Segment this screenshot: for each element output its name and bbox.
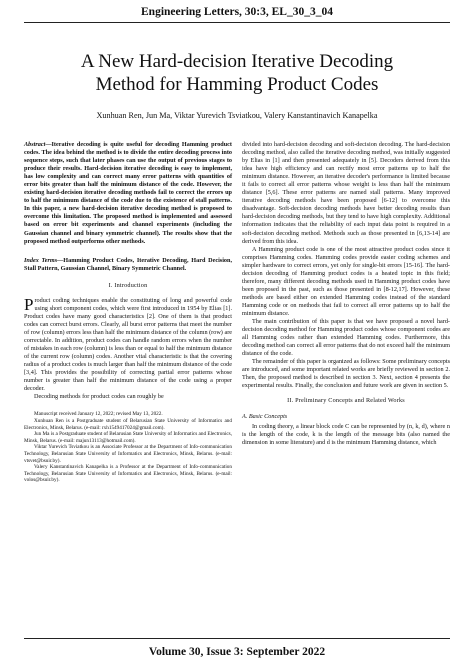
intro-paragraph-2: Decoding methods for product codes can roughly be	[34, 393, 164, 401]
abstract-text: —Iterative decoding is quite useful for decoding Hamming product codes. The idea behind the method is to divide the entire decoding process into sequence steps, such that later phases can use the output of previous stages to produce their results. Hard-decision iterative decoding is easy to implement, has low complexity and can correct many error patterns with quantities of error bits greater than half the minimum distance of the code. However, the existing hard-decision iterative decoding methods fail to correct the errors up to half the minimum distance of the code due to the existence of stall patterns. In this paper, a new hard-decision iterative decoding method is proposed to overcome this limitation. The proposed method is implemented and assessed based on error bit experiments and channel experiments (including the Gaussian channel and binary symmetric channel). The results show that the proposed method outperforms other methods.	[24, 141, 232, 245]
paper-title	[40, 50, 434, 96]
intro-paragraph-1-text: roduct coding techniques enable the constituting of long and powerful code using short component codes, which were first introduced in 1954 by Elias [1]. Product codes have many good characteristics [2]. One of them is that product codes can correct burst errors. Clearly, all burst error patterns that meet the number of row (column) errors less than half the minimum distance of the column (row) are correctable. In addition, product codes can handle random errors when the number of mistakes in each row (column) is less than or equal to half the minimum distance of the current row (column) codes. Another vital characteristic is that the covering radius of a product codes is much larger than half the minimum distance of the code [3,4]. This provides the possibility of correcting partial error patterns whose number is greater than half the minimum distance of the code using a proper decoder.	[24, 296, 232, 393]
footnotes	[24, 411, 232, 484]
title-line-2: Method for Hamming Product Codes	[95, 74, 379, 95]
intro-paragraph-1	[24, 294, 232, 394]
section-heading-introduction: I. Introduction	[108, 281, 148, 289]
footnote-author-1: Xunhuan Ren is a Postgraduate student of Belarusian State University of Informatics and Electronics, Minsk, Belarus. (e-mail: rxh1549417024@gmail.com).	[24, 417, 232, 431]
abstract-label: Abstract	[24, 141, 46, 148]
drop-cap: P	[24, 294, 34, 314]
author-list: Xunhuan Ren, Jun Ma, Viktar Yurevich Tsviatkou, Valery Kanstantinavich Kanapelka	[96, 111, 378, 120]
body-paragraph-4: The remainder of this paper is organized as follows: Some preliminary concepts are introduced, and some important related works are briefly reviewed in section 2. Then, the proposed method is described in section 3. Next, section 4 presents the experimental results. Finally, the conclusion and future work are given in section 5.	[242, 358, 450, 390]
section-heading-preliminary: II. Preliminary Concepts and Related Works	[287, 397, 405, 405]
footnote-author-4: Valery Kanstantinavich Kanapelka is a Professor at the Department of Info-communication Technology, Belarusian State University of Informatics and Electronics, Minsk, Belarus. (e-mail: volos@bsuir.by).	[24, 464, 232, 484]
index-terms-text: —Hamming Product Codes, Iterative Decoding, Hard Decision, Stall Pattern, Gaussian Channel, Binary Symmetric Channel.	[24, 256, 233, 272]
left-column	[24, 141, 232, 484]
right-column	[242, 141, 450, 447]
body-paragraph-2: A Hamming product code is one of the most attractive product codes since it comprises Hamming codes. Hamming codes provide easier coding schemes and simpler hardware to correct errors, yet only for single-bit errors [15-16]. The hard-decision decoding of Hamming product codes is a heated topic in this field; therefore, many different decoding methods used in Hamming product codes have been proposed in the past, such as those presented in [8-12,17]. However, these methods are based either on extended Hamming codes instead of the standard Hamming code or on methods that fail to correct all error patterns up to half the minimum distance.	[242, 245, 450, 317]
body-paragraph-3: The main contribution of this paper is that we have proposed a novel hard-decision decoding method for Hamming product codes whose component codes are all Hamming codes rather than extended Hamming codes. Furthermore, this decoding method can correct all error patterns that do not exceed half the minimum distance of the code.	[242, 318, 450, 358]
subsection-heading-basic-concepts: A. Basic Concepts	[242, 412, 288, 420]
running-footer: Volume 30, Issue 3: September 2022	[148, 646, 326, 658]
header-rule	[24, 22, 450, 23]
title-line-1: A New Hard-decision Iterative Decoding	[80, 51, 394, 72]
footer-rule	[24, 638, 450, 639]
index-terms	[24, 257, 232, 273]
body-paragraph-5: In coding theory, a linear block code C can be represented by (n, k, d), where n is the length of the code, k is the length of the message bits (also named the dimension in some literature) and d is the minimum Hamming distance, which	[242, 422, 450, 446]
running-header: Engineering Letters, 30:3, EL_30_3_04	[141, 6, 333, 18]
index-terms-label: Index Terms	[24, 256, 58, 264]
abstract	[24, 141, 232, 246]
footnote-author-2: Jun Ma is a Postgraduate student of Belarusian State University of Informatics and Electronics, Minsk, Belarus. (e-mail: majun13113@hotmail.com).	[24, 431, 232, 444]
footnote-manuscript: Manuscript received January 12, 2022; revised May 13, 2022.	[34, 411, 163, 418]
body-paragraph-1: divided into hard-decision decoding and soft-decision decoding. The hard-decision decoding method, also called the iterative decoding method, was initially suggested by Elias in [1] and then presented adequately in [5]. Decoders derived from this idea have high efficiency and can rectify most error patterns up to half the minimum distance. However, an iterative decoder's performance is limited because it fails to correct all error patterns whose weight is less than half the minimum distance [5,6]. These error patterns are named stall patterns. Many improved iterative decoding methods have been proposed [6-12] to overcome this disadvantage. Soft-decision decoding methods have better decoding results than hard-decision decoding methods, but they tend to have high complexity. Additional information indicates that the reliability of each input data point is required in a soft-decision decoding method. Methods such as those presented in [6,13-14] are derived from this idea.	[242, 141, 450, 245]
footnote-author-3: Viktar Yurevich Tsviatkou is an Associate Professor at the Department of Info-communication Technology, Belarusian State University of Informatics and Electronics, Minsk, Belarus. (e-mail: vtsvet@bsuir.by).	[24, 444, 232, 464]
